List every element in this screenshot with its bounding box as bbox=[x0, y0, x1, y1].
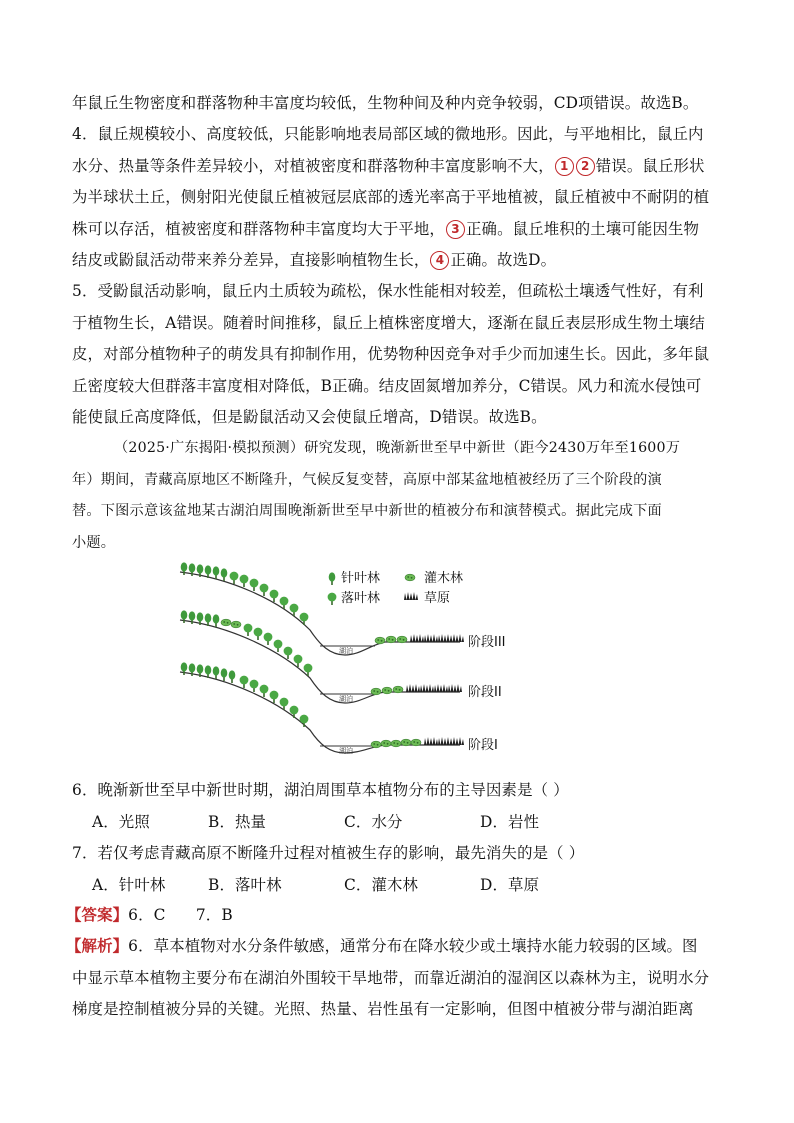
option-d[interactable]: D．岩性 bbox=[480, 812, 540, 831]
text-line: （2025·广东揭阳·模拟预测）研究发现，晚渐新世至早中新世（距今2430万年至1600万 bbox=[114, 440, 681, 456]
text-line: 于植物生长，A错误。随着时间推移，鼠丘上植株密度增大，逐渐在鼠丘表层形成生物土壤结 bbox=[72, 313, 705, 332]
grass-legend-icon bbox=[404, 592, 418, 600]
question-options bbox=[72, 870, 722, 902]
analysis-block bbox=[66, 931, 722, 1026]
text-line: 皮，对部分植物种子的萌发具有抑制作用，优势物种因竞争对手少而加速生长。因此，多年鼠 bbox=[72, 345, 710, 363]
question-stem: 6．晚渐新世至早中新世时期，湖泊周围草本植物分布的主导因素是（ ） bbox=[72, 781, 569, 799]
legend-conifer-label: 针叶林 bbox=[341, 571, 381, 586]
stage-2-profile bbox=[180, 610, 502, 703]
question-intro bbox=[72, 433, 722, 559]
answer-block bbox=[66, 900, 716, 932]
grassland bbox=[424, 737, 464, 745]
conifer-trees bbox=[181, 610, 220, 627]
legend-grass-label: 草原 bbox=[424, 591, 451, 606]
deciduous-legend-icon bbox=[328, 593, 337, 605]
text-line: 丘密度较大但群落丰富度相对降低，B正确。结皮固氮增加养分，C错误。风力和流水侵蚀可 bbox=[72, 376, 702, 395]
option-c[interactable]: C．灌木林 bbox=[344, 875, 419, 894]
legend-deciduous-label: 落叶林 bbox=[341, 591, 381, 606]
conifer-legend-icon bbox=[329, 572, 336, 585]
stage-label: 阶段II bbox=[468, 685, 502, 700]
answer-text: 6．C 7．B bbox=[128, 906, 233, 924]
answer-3-continuation bbox=[72, 88, 722, 120]
text-line: 为半球状土丘，侧射阳光使鼠丘植被冠层底部的透光率高于平地植被，鼠丘植被中不耐阴的植 bbox=[72, 188, 710, 206]
text-line: 株可以存活，植被密度和群落物种丰富度均大于平地， 3 正确。鼠丘堆积的土壤可能因生物 bbox=[72, 219, 700, 238]
circled-number-2: 2 bbox=[576, 157, 595, 176]
circled-number-1: 1 bbox=[555, 157, 574, 176]
stage-label: 阶段III bbox=[468, 635, 506, 650]
text-line: 小题。 bbox=[72, 534, 116, 551]
lake-label: 湖泊 bbox=[339, 747, 353, 755]
shrubs bbox=[371, 739, 421, 748]
grassland bbox=[410, 634, 464, 642]
text-line: 5．受鼢鼠活动影响，鼠丘内土质较为疏松，保水性能相对较差，但疏松土壤透气性好，有利 bbox=[72, 282, 704, 300]
terrain-line bbox=[180, 572, 460, 655]
question-stem: 7．若仅考虑青藏高原不断隆升过程对植被生存的影响，最先消失的是（ ） bbox=[72, 844, 585, 862]
circled-number-4: 4 bbox=[430, 251, 449, 270]
option-a[interactable]: A．针叶林 bbox=[92, 875, 166, 894]
question-6 bbox=[72, 775, 722, 838]
shrubs-upper bbox=[221, 619, 241, 628]
stage-label: 阶段I bbox=[468, 738, 498, 753]
lake-label: 湖泊 bbox=[339, 647, 353, 655]
stage-1-profile bbox=[180, 662, 498, 755]
question-7 bbox=[72, 838, 722, 901]
lake-label: 湖泊 bbox=[339, 695, 353, 703]
deciduous-trees bbox=[244, 624, 313, 676]
text-line: 年）期间，青藏高原地区不断隆升，气候反复变替，高原中部某盆地植被经历了三个阶段的演 bbox=[72, 471, 662, 488]
legend bbox=[328, 570, 463, 606]
text-line: 能使鼠丘高度降低，但是鼢鼠活动又会使鼠丘增高，D错误。故选B。 bbox=[72, 408, 547, 426]
vegetation-succession-diagram bbox=[170, 560, 530, 770]
text-line: 梯度是控制植被分异的关键。光照、热量、岩性虽有一定影响，但图中植被分带与湖泊距离 bbox=[72, 1000, 694, 1018]
shrubs bbox=[375, 636, 407, 644]
conifer-trees bbox=[181, 562, 228, 581]
shrubs bbox=[371, 686, 403, 695]
option-b[interactable]: B．热量 bbox=[208, 812, 267, 831]
option-d[interactable]: D．草原 bbox=[480, 875, 540, 894]
text-line bbox=[66, 900, 716, 932]
answer-tag: 【答案】 bbox=[66, 906, 129, 924]
text-line: 中显示草本植物主要分布在湖泊外围较干旱地带，而靠近湖泊的湿润区以森林为主，说明水分 bbox=[72, 968, 710, 987]
explanation-5 bbox=[72, 276, 722, 434]
text-line: 4．鼠丘规模较小、高度较低，只能影响地表局部区域的微地形。因此，与平地相比，鼠丘内 bbox=[72, 125, 704, 143]
analysis-tag: 【解析】 bbox=[66, 937, 129, 955]
legend-shrub-label: 灌木林 bbox=[424, 571, 464, 586]
question-options bbox=[72, 807, 722, 839]
option-b[interactable]: B．落叶林 bbox=[208, 875, 282, 894]
text-line: 水分、热量等条件差异较小，对植被密度和群落物种丰富度影响不大， 1 2 错误。鼠丘形状 bbox=[72, 156, 705, 175]
explanation-4 bbox=[72, 119, 722, 277]
circled-number-3: 3 bbox=[446, 220, 465, 239]
text-line: 替。下图示意该盆地某古湖泊周围晚渐新世至早中新世的植被分布和演替模式。据此完成下面 bbox=[72, 503, 662, 519]
deciduous-trees bbox=[230, 572, 309, 625]
text-line: 【解析】6．草本植物对水分条件敏感，通常分布在降水较少或土壤持水能力较弱的区域。图 bbox=[66, 937, 698, 955]
option-a[interactable]: A．光照 bbox=[92, 812, 150, 831]
shrub-legend-icon bbox=[405, 574, 415, 581]
text-line: 结皮或鼢鼠活动带来养分差异，直接影响植物生长， 4 正确。故选D。 bbox=[72, 251, 557, 269]
option-c[interactable]: C．水分 bbox=[344, 812, 403, 831]
grassland bbox=[406, 684, 462, 692]
text-line: 年鼠丘生物密度和群落物种丰富度均较低，生物种间及种内竞争较弱，CD项错误。故选B。 bbox=[72, 94, 699, 112]
